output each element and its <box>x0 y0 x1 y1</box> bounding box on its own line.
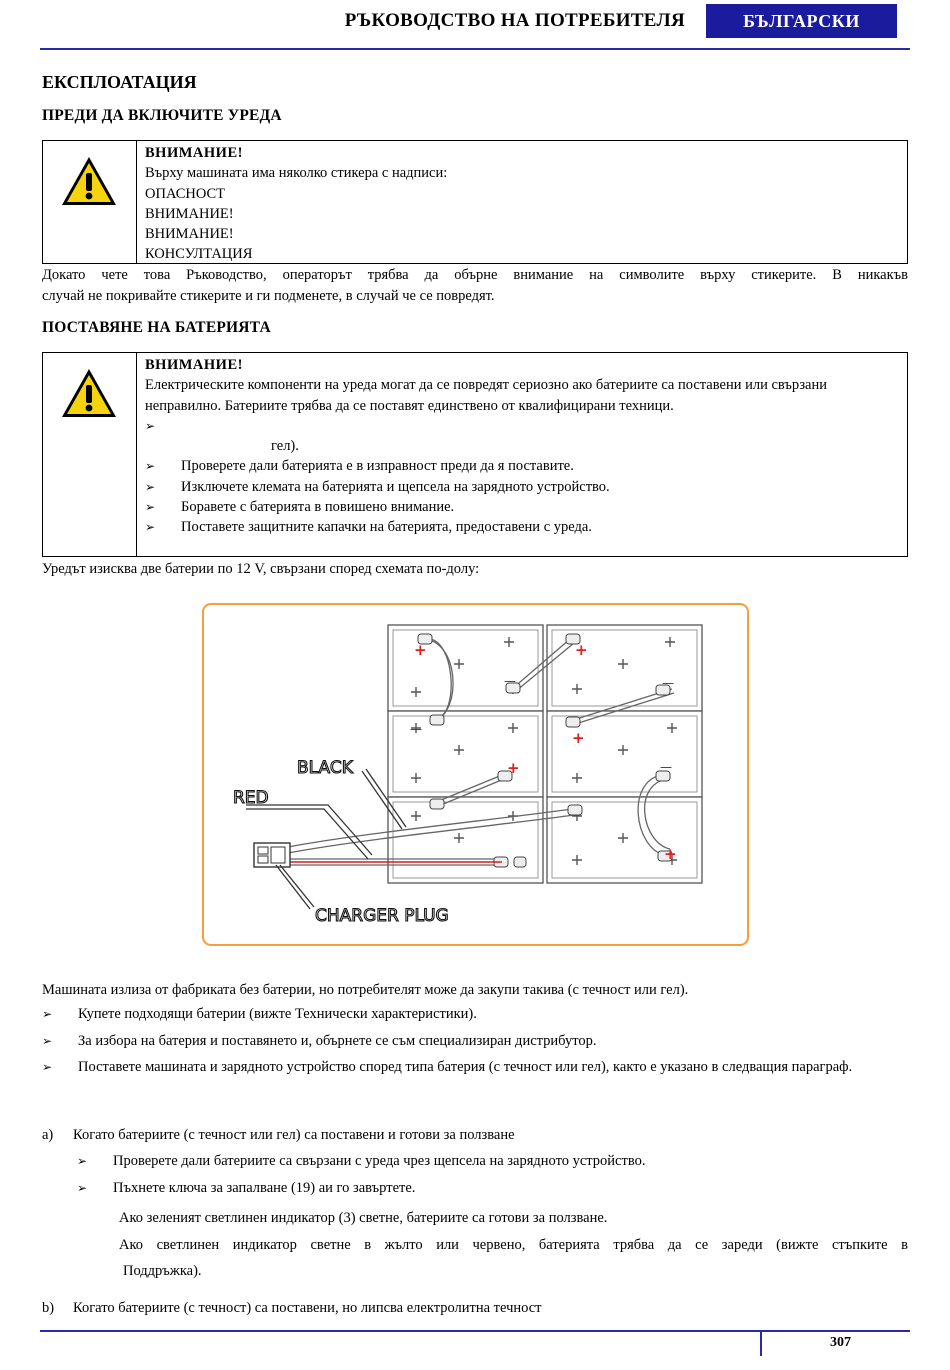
warning-paragraph: неправилно. Батериите трябва да се поставят единствено от квалифицирани техници. <box>145 397 674 414</box>
case-b-label: b) <box>42 1300 55 1316</box>
case-b-text: Когато батериите (с течност) са поставени, но липсва електролитна течност <box>73 1300 542 1316</box>
charger-plug <box>254 843 290 867</box>
language-badge: БЪЛГАРСКИ <box>706 4 897 38</box>
list-item: ➢ Пъхнете ключа за запалване (19) аи го завъртете. <box>77 1175 908 1202</box>
warning-line: ОПАСНОСТ <box>145 185 226 202</box>
case-a-list <box>77 1148 908 1201</box>
minus-mark: — <box>660 760 672 774</box>
plus-mark: + <box>572 729 585 747</box>
warning-triangle-icon <box>60 155 118 207</box>
paragraph-line: Докато чете това Ръководство, операторът трябва да обърне внимание на символите върху стикерите. В никакъв <box>42 267 908 283</box>
warning-box-battery <box>42 352 908 557</box>
warning-bullet-empty <box>145 416 899 436</box>
warning-triangle-icon <box>60 367 118 419</box>
case-a-text: Когато батериите (с течност или гел) са поставени и готови за ползване <box>73 1127 515 1143</box>
section-title: ЕКСПЛОАТАЦИЯ <box>42 72 197 92</box>
case-a-label: a) <box>42 1127 54 1143</box>
minus-mark: — <box>410 722 422 736</box>
warning-text <box>145 143 899 265</box>
warning-line: КОНСУЛТАЦИЯ <box>145 246 253 263</box>
header-rule <box>40 48 910 50</box>
list-item: ➢ Купете подходящи батерии (вижте Технически характеристики). <box>42 1001 908 1028</box>
plus-mark: + <box>664 845 677 863</box>
list-item: ➢ Поставете машината и зарядното устройство според типа батерия (с течност или гел), както е указано в следващия параграф. <box>42 1054 908 1081</box>
plus-mark: + <box>575 641 588 659</box>
minus-mark: — <box>662 676 674 690</box>
battery-cell <box>388 797 543 883</box>
warning-title: ВНИМАНИЕ! <box>145 357 243 373</box>
warning-paragraph: Електрическите компоненти на уреда могат да се повредят сериозно ако батериите са поставени или свързани <box>145 377 827 394</box>
warning-line: ВНИМАНИЕ! <box>145 226 234 243</box>
case-a-notes <box>119 1205 908 1285</box>
warning-icon-cell <box>43 353 137 556</box>
label-black: BLACK <box>297 758 353 778</box>
battery-wiring-diagram <box>202 603 750 947</box>
intro-paragraph: Машината излиза от фабриката без батерии, но потребителят може да закупи такива (с течност или гел). <box>42 982 689 998</box>
warning-line: Върху машината има няколко стикера с надписи: <box>145 165 448 182</box>
preparation-list <box>42 1001 908 1081</box>
paragraph-line: случай не покривайте стикерите и ги подменете, в случай че се повредят. <box>42 287 495 304</box>
minus-mark: — <box>504 674 516 688</box>
warning-bullet: ➢ Проверете дали батерията е в изправност преди да я поставите. <box>145 456 899 476</box>
warning-fragment: гел). <box>271 438 299 455</box>
footer-rule <box>40 1330 910 1332</box>
before-start-heading: ПРЕДИ ДА ВКЛЮЧИТЕ УРЕДА <box>42 107 282 124</box>
document-title: РЪКОВОДСТВО НА ПОТРЕБИТЕЛЯ <box>344 10 685 31</box>
page-number: 307 <box>830 1335 851 1350</box>
plus-mark: + <box>507 759 520 777</box>
warning-bullet: ➢ Боравете с батерията в повишено внимание. <box>145 497 899 517</box>
warning-line: ВНИМАНИЕ! <box>145 205 234 222</box>
footer-divider <box>760 1330 762 1356</box>
battery-cell <box>388 625 543 711</box>
warning-bullet: ➢ Поставете защитните капачки на батерията, предоставени с уреда. <box>145 517 899 537</box>
note-line: Ако зеленият светлинен индикатор (3) светне, батериите са готови за ползване. <box>119 1210 608 1226</box>
list-item: ➢ За избора на батерия и поставянето и, обърнете се съм специализиран дистрибутор. <box>42 1028 908 1055</box>
battery-install-heading: ПОСТАВЯНЕ НА БАТЕРИЯТА <box>42 319 271 336</box>
stickers-paragraph <box>42 265 908 306</box>
warning-bullet: ➢ Изключете клемата на батерията и щепсела на зарядното устройство. <box>145 477 899 497</box>
note-line: Ако светлинен индикатор светне в жълто или червено, батерията трябва да се зареди (вижте стъпките в <box>119 1236 908 1253</box>
warning-title: ВНИМАНИЕ! <box>145 145 243 161</box>
warning-box-stickers <box>42 140 908 264</box>
label-charger-plug: CHARGER PLUG <box>315 906 449 926</box>
warning-icon-cell <box>43 141 137 263</box>
warning-text <box>145 355 899 538</box>
note-line: Поддръжка). <box>123 1263 202 1279</box>
battery-requirement: Уредът изисква две батерии по 12 V, свързани според схемата по-долу: <box>42 561 480 577</box>
plus-mark: + <box>414 641 427 659</box>
list-item: ➢ Проверете дали батериите са свързани с уреда чрез щепсела на зарядното устройство. <box>77 1148 908 1175</box>
label-red: RED <box>233 788 269 808</box>
